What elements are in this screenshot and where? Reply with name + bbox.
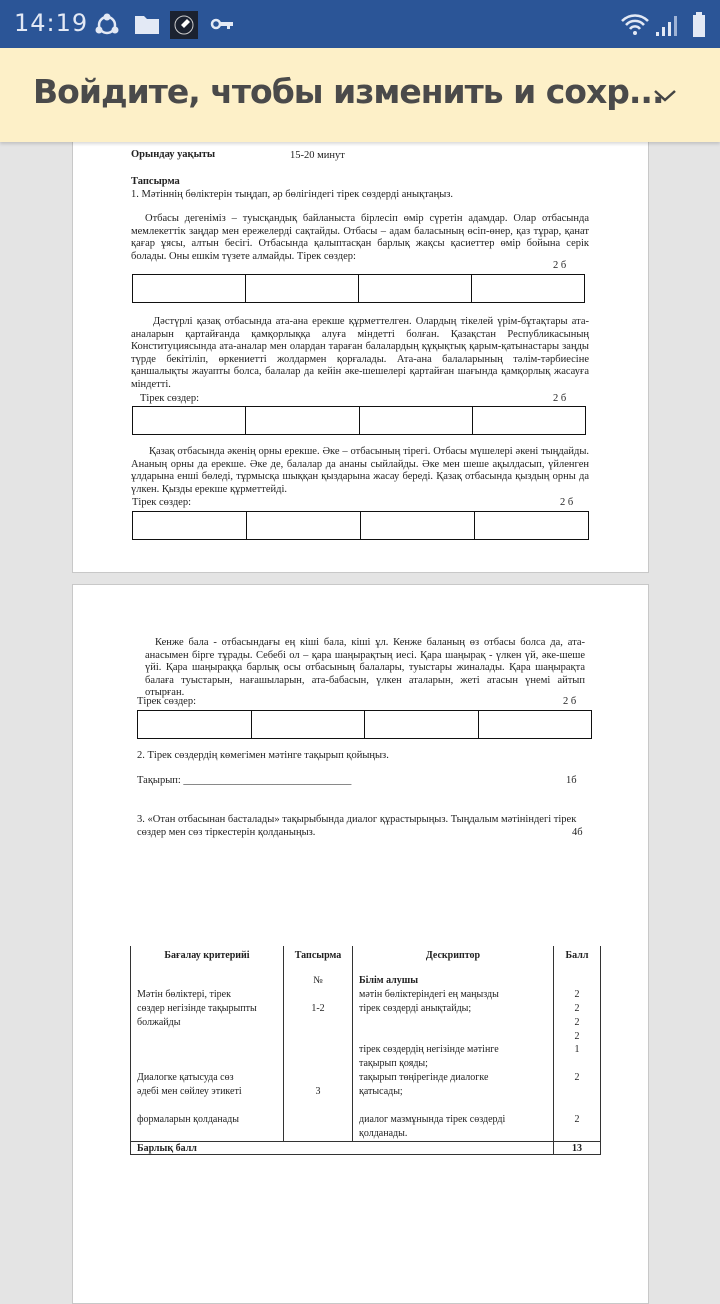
time-value: 15-20 минут xyxy=(290,150,345,161)
cell-task: 3 xyxy=(283,1085,352,1099)
cell-points xyxy=(553,974,601,988)
total-value: 13 xyxy=(553,1142,601,1154)
key-words-label: Тірек сөздер: xyxy=(137,696,197,707)
cell-criteria xyxy=(130,1030,283,1044)
cell-criteria: сөздер негізінде тақырыпты xyxy=(130,1002,283,1016)
cell-criteria: әдебі мен сөйлеу этикеті xyxy=(130,1085,283,1099)
total-label: Барлық балл xyxy=(130,1142,553,1154)
cell-criteria xyxy=(130,974,283,988)
task-1: 1. Мәтіннің бөліктерін тыңдап, әр бөлігіндегі тірек сөздерді анықтаңыз. xyxy=(131,189,454,200)
sign-in-banner[interactable] xyxy=(0,48,720,142)
table-header xyxy=(130,946,601,966)
cell-task xyxy=(283,1030,352,1044)
score-label: 2 б xyxy=(553,393,567,404)
table-row xyxy=(130,1043,601,1057)
cell-criteria: формаларын қолданады xyxy=(130,1113,283,1127)
table-row xyxy=(130,1113,601,1127)
cell-descriptor: диалог мазмұнында тірек сөздерді xyxy=(352,1113,553,1127)
cell-descriptor xyxy=(352,1016,553,1030)
table-row xyxy=(130,1099,601,1113)
cell-task xyxy=(283,1057,352,1071)
table-row xyxy=(130,1002,601,1016)
task-2: 2. Тірек сөздердің көмегімен мәтінге тақырып қойыңыз. xyxy=(137,750,389,761)
cell-task xyxy=(283,1127,352,1141)
status-bar xyxy=(0,0,720,48)
cell-points: 1 xyxy=(553,1043,601,1057)
cell-descriptor: қолданады. xyxy=(352,1127,553,1141)
cell-criteria xyxy=(130,1057,283,1071)
battery-icon xyxy=(692,12,708,38)
chevron-down-icon[interactable] xyxy=(652,82,678,108)
answer-grid-4[interactable] xyxy=(137,710,592,739)
table-row xyxy=(130,1057,601,1071)
cell-descriptor: Білім алушы xyxy=(352,974,553,988)
cell-criteria xyxy=(130,1043,283,1057)
cell-descriptor: тақырып қояды; xyxy=(352,1057,553,1071)
cell-criteria xyxy=(130,1127,283,1141)
assessment-table xyxy=(130,946,601,1155)
paragraph-4: Кенже бала - отбасындағы ең кіші бала, кіші ұл. Кенже баланың өз отбасы болса да, ата-анасымен бірге тұрады. Себебі ол – қара шаңырақтың иесі. Қара шаңырақ - үлкен үй, әке-шеше үйі. Қара шаңыраққа барлық осы отбасының балалары, туыстары жиналады. Қара шаңырақта балаға туыстарын, нағашыларын, ата-бабасын, үлкен аталарын, жеті атасын үнемі айтып отырған. xyxy=(145,637,585,699)
table-row xyxy=(130,1071,601,1085)
cell-points: 2 xyxy=(553,1071,601,1085)
cell-points xyxy=(553,1057,601,1071)
key-words-label: Тірек сөздер: xyxy=(140,393,200,404)
score-label: 1б xyxy=(566,775,577,786)
cell-points: 2 xyxy=(553,1016,601,1030)
paragraph-2: Дәстүрлі қазақ отбасында ата-ана ерекше құрметтелген. Олардың тікелей үрім-бұтақтары ата-аналарын қартайғанда қамқорлыққа алуға міндетті болған. Қазақстан Республикасының Конституциясында ата-аналар мен олардан тараған балалардың құқықтық қарым-қатынастары заңды түрде бекітіліп, өркениетті жолдармен қорғалады. Ата-ана балаларының тәлім-тәрбиесіне қаншалықты жауапты болса, балалар да кейін әке-шешелері қартайған шағында қамқорлық жасауға міндетті. xyxy=(131,316,589,390)
total-row xyxy=(130,1141,601,1155)
answer-grid-3[interactable] xyxy=(132,511,589,540)
cell-task xyxy=(283,988,352,1002)
cell-task xyxy=(283,1099,352,1113)
score-label: 2 б xyxy=(560,497,574,508)
cell-descriptor: мәтін бөліктеріндегі ең маңызды xyxy=(352,988,553,1002)
cell-task xyxy=(283,1016,352,1030)
cell-descriptor xyxy=(352,1099,553,1113)
folder-icon xyxy=(134,13,160,35)
cell-points: 2 xyxy=(553,1113,601,1127)
paragraph-1: Отбасы дегеніміз – туысқандық байланыста бірлесіп өмір сүретін адамдар. Олар отбасында мемлекеттік заңдар мен ережелерді сақтайды. Отбасы – адам баласының өсіп-өнер, қаз тұрар, қанат қағар ұясы, алтын бесігі. Отбасында қалыптасқан барлық жақсы қасиеттер өмір бойына серік болады. Оны ешкім түзете алмайды. Тірек сөздер: xyxy=(131,213,589,262)
title-field[interactable]: Тақырып: ________________________________ xyxy=(137,775,352,786)
cell-criteria: болжайды xyxy=(130,1016,283,1030)
cell-criteria xyxy=(130,1099,283,1113)
cell-points: 2 xyxy=(553,988,601,1002)
answer-grid-2[interactable] xyxy=(132,406,586,435)
header-criteria: Бағалау критерийі xyxy=(130,946,283,966)
header-points: Балл xyxy=(553,946,601,966)
cell-descriptor xyxy=(352,1030,553,1044)
cell-task xyxy=(283,1071,352,1085)
spacer-row xyxy=(130,966,601,974)
cell-criteria: Диалогке қатысуда сөз xyxy=(130,1071,283,1085)
cell-points: 2 xyxy=(553,1030,601,1044)
cell-task xyxy=(283,1113,352,1127)
cell-points xyxy=(553,1085,601,1099)
key-icon xyxy=(210,17,234,31)
score-label: 2 б xyxy=(563,696,577,707)
cell-points xyxy=(553,1099,601,1113)
score-label: 4б xyxy=(572,827,583,838)
table-row xyxy=(130,1085,601,1099)
cell-descriptor: тірек сөздердің негізінде мәтінге xyxy=(352,1043,553,1057)
task-3: 3. «Отан отбасынан басталады» тақырыбында диалог құрастырыңыз. Тыңдалым мәтініндегі тірек сөздер мен сөз тіркестерін қолданыңыз. xyxy=(137,814,577,838)
cell-criteria: Мәтін бөліктері, тірек xyxy=(130,988,283,1002)
time-label: Орындау уақыты xyxy=(131,149,216,160)
cell-task xyxy=(283,1043,352,1057)
banner-title: Войдите, чтобы изменить и сохр... xyxy=(33,72,664,111)
signal-icon xyxy=(654,14,682,38)
table-row xyxy=(130,1016,601,1030)
table-row xyxy=(130,1030,601,1044)
table-row xyxy=(130,988,601,1002)
score-label: 2 б xyxy=(553,260,567,271)
cell-task: 1-2 xyxy=(283,1002,352,1016)
header-task: Тапсырма xyxy=(283,946,352,966)
cell-points xyxy=(553,1127,601,1141)
table-row xyxy=(130,974,601,988)
share-icon xyxy=(92,13,122,37)
cell-points: 2 xyxy=(553,1002,601,1016)
table-row xyxy=(130,1127,601,1141)
task-heading: Тапсырма xyxy=(131,176,180,187)
paragraph-3: Қазақ отбасында әкенің орны ерекше. Әке – отбасының тірегі. Отбасы мүшелері әкені тыңдайды. Ананың орны да ерекше. Әке де, балалар да ананы сыйлайды. Әке мен шеше ақылдасып, үйленген ұлдарына енші бөледі, тұрмысқа шыққан қыздарына жасау береді. Қазақ отбасында қыздың орны да үлкен. Қызды ерекше құрметтейді. xyxy=(131,446,589,495)
rocket-icon xyxy=(170,11,198,39)
answer-grid-1[interactable] xyxy=(132,274,585,303)
key-words-label: Тірек сөздер: xyxy=(132,497,192,508)
header-descriptor: Дескриптор xyxy=(352,946,553,966)
cell-descriptor: тақырып төңірегінде диалогке xyxy=(352,1071,553,1085)
clock: 14:19 xyxy=(14,9,89,37)
wifi-icon xyxy=(620,12,650,36)
cell-descriptor: тірек сөздерді анықтайды; xyxy=(352,1002,553,1016)
cell-descriptor: қатысады; xyxy=(352,1085,553,1099)
cell-task: № xyxy=(283,974,352,988)
